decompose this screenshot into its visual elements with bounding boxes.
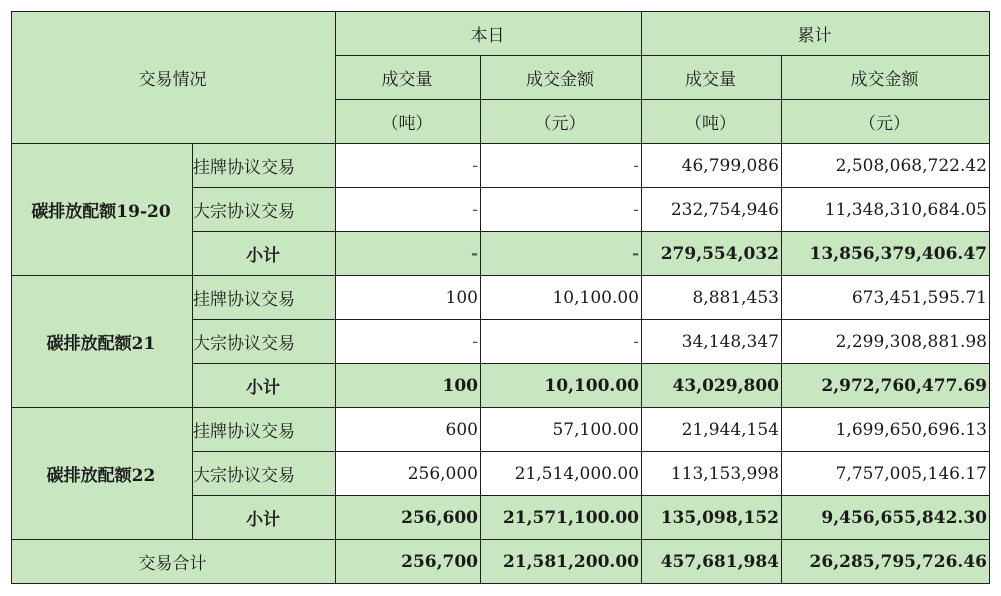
cum-volume: 46,799,086 bbox=[642, 144, 782, 188]
subtotal-label: 小计 bbox=[193, 232, 336, 276]
volume-label: 成交量 bbox=[685, 70, 736, 90]
cum-volume: 135,098,152 bbox=[642, 496, 782, 540]
volume-unit: （吨） bbox=[685, 114, 736, 134]
total-row bbox=[12, 540, 990, 584]
subtotal-label: 小计 bbox=[193, 364, 336, 408]
amount-unit: （元） bbox=[859, 114, 910, 134]
cum-volume: 43,029,800 bbox=[642, 364, 782, 408]
today-volume: 600 bbox=[336, 408, 481, 452]
today-amount: 10,100.00 bbox=[481, 276, 642, 320]
cum-amount-header bbox=[782, 56, 990, 100]
today-volume: 100 bbox=[336, 364, 481, 408]
today-volume: 256,700 bbox=[336, 540, 481, 584]
amount-label: 成交金额 bbox=[850, 70, 919, 90]
today-amount: 21,571,100.00 bbox=[481, 496, 642, 540]
trade-type: 大宗协议交易 bbox=[193, 188, 336, 232]
volume-unit: （吨） bbox=[381, 114, 433, 134]
cumulative-header bbox=[642, 12, 990, 56]
cum-amount: 7,757,005,146.17 bbox=[782, 452, 990, 496]
cum-amount: 11,348,310,684.05 bbox=[782, 188, 990, 232]
today-amount: - bbox=[481, 188, 642, 232]
cum-amount: 2,508,068,722.42 bbox=[782, 144, 990, 188]
today-header-label: 本日 bbox=[470, 26, 505, 46]
group-name-label: 碳排放配额22 bbox=[46, 466, 156, 486]
today-volume: 256,600 bbox=[336, 496, 481, 540]
table-row bbox=[12, 276, 990, 320]
cum-volume: 457,681,984 bbox=[642, 540, 782, 584]
cum-volume: 113,153,998 bbox=[642, 452, 782, 496]
table-row bbox=[12, 408, 990, 452]
cum-volume-unit bbox=[642, 100, 782, 144]
today-header bbox=[336, 12, 642, 56]
group-name-label: 碳排放配额19-20 bbox=[31, 202, 171, 222]
trade-type: 大宗协议交易 bbox=[193, 452, 336, 496]
cum-volume: 21,944,154 bbox=[642, 408, 782, 452]
today-volume: - bbox=[336, 232, 481, 276]
group-name bbox=[12, 276, 193, 408]
today-amount: - bbox=[481, 144, 642, 188]
cum-amount: 9,456,655,842.30 bbox=[782, 496, 990, 540]
group-name bbox=[12, 144, 193, 276]
total-label: 交易合计 bbox=[12, 540, 336, 584]
today-amount: - bbox=[481, 320, 642, 364]
cum-amount: 26,285,795,726.46 bbox=[782, 540, 990, 584]
cumulative-header-label: 累计 bbox=[797, 26, 832, 46]
today-amount: 21,581,200.00 bbox=[481, 540, 642, 584]
today-amount: 10,100.00 bbox=[481, 364, 642, 408]
group-name-label: 碳排放配额21 bbox=[46, 334, 156, 354]
today-volume: 256,000 bbox=[336, 452, 481, 496]
cum-amount: 13,856,379,406.47 bbox=[782, 232, 990, 276]
today-volume: - bbox=[336, 320, 481, 364]
amount-label: 成交金额 bbox=[526, 70, 594, 90]
today-volume-header bbox=[336, 56, 481, 100]
amount-unit: （元） bbox=[534, 114, 586, 134]
cum-amount: 673,451,595.71 bbox=[782, 276, 990, 320]
category-header bbox=[12, 12, 336, 144]
cum-volume: 34,148,347 bbox=[642, 320, 782, 364]
table-row bbox=[12, 144, 990, 188]
trade-type: 挂牌协议交易 bbox=[193, 408, 336, 452]
today-volume: - bbox=[336, 144, 481, 188]
cum-volume-header bbox=[642, 56, 782, 100]
cum-amount-unit bbox=[782, 100, 990, 144]
volume-label: 成交量 bbox=[381, 70, 433, 90]
today-amount-unit bbox=[481, 100, 642, 144]
today-volume-unit bbox=[336, 100, 481, 144]
today-amount-header bbox=[481, 56, 642, 100]
trading-summary-table bbox=[11, 11, 990, 584]
cum-volume: 8,881,453 bbox=[642, 276, 782, 320]
today-amount: 57,100.00 bbox=[481, 408, 642, 452]
cum-volume: 279,554,032 bbox=[642, 232, 782, 276]
cum-amount: 2,972,760,477.69 bbox=[782, 364, 990, 408]
today-amount: - bbox=[481, 232, 642, 276]
subtotal-label: 小计 bbox=[193, 496, 336, 540]
trade-type: 大宗协议交易 bbox=[193, 320, 336, 364]
trade-type: 挂牌协议交易 bbox=[193, 276, 336, 320]
group-name bbox=[12, 408, 193, 540]
cum-amount: 2,299,308,881.98 bbox=[782, 320, 990, 364]
today-amount: 21,514,000.00 bbox=[481, 452, 642, 496]
today-volume: - bbox=[336, 188, 481, 232]
today-volume: 100 bbox=[336, 276, 481, 320]
category-header-label: 交易情况 bbox=[138, 70, 207, 90]
trade-type: 挂牌协议交易 bbox=[193, 144, 336, 188]
cum-amount: 1,699,650,696.13 bbox=[782, 408, 990, 452]
cum-volume: 232,754,946 bbox=[642, 188, 782, 232]
